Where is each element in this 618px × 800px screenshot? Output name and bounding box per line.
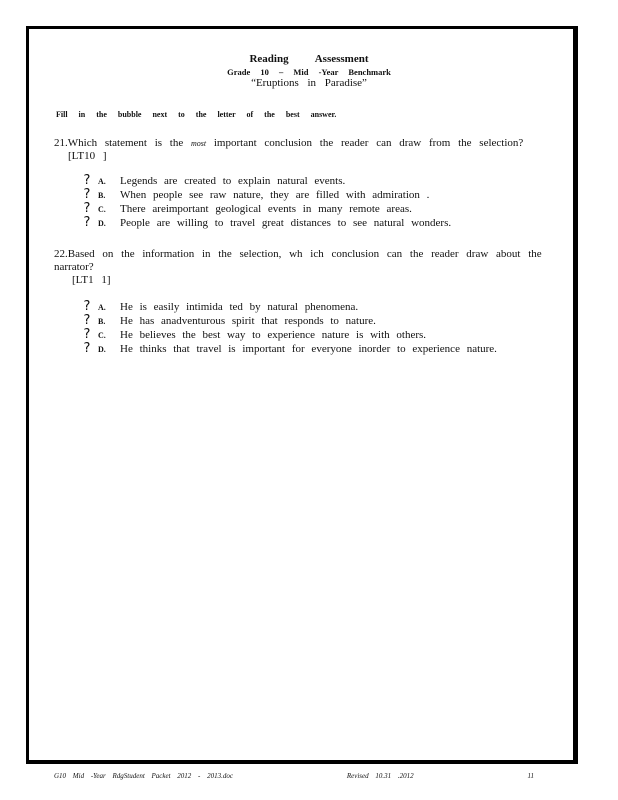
- choice-letter: D.: [98, 345, 106, 354]
- choice-letter: B.: [98, 191, 106, 200]
- answer-bubble-icon[interactable]: ?: [83, 313, 91, 328]
- page-title: Reading Assessment: [249, 53, 369, 65]
- answer-bubble-icon[interactable]: ?: [83, 341, 91, 356]
- question-21-tag: [LT10 ]: [68, 150, 107, 162]
- choice-text: He thinks that travel is important for everyone inorder to experience nature.: [120, 343, 497, 355]
- question-22-tag: [LT1 1]: [72, 274, 111, 286]
- question-22: [54, 248, 554, 355]
- choice-letter: B.: [98, 317, 106, 326]
- question-22-text: [54, 248, 554, 287]
- choice-letter: A.: [98, 303, 106, 312]
- choice-letter: C.: [98, 205, 106, 214]
- answer-bubble-icon[interactable]: ?: [83, 187, 91, 202]
- choice-letter: D.: [98, 219, 106, 228]
- question-21: [54, 137, 554, 229]
- question-21-prefix: 21.Which statement is the: [54, 137, 191, 149]
- story-title: “Eruptions in Paradise”: [251, 77, 367, 89]
- question-21-choices: [54, 173, 554, 229]
- choice-text: He believes the best way to experience nature is with others.: [120, 329, 427, 341]
- footer-filename: G10 Mid -Year RdgStudent Packet 2012 - 2013.doc: [54, 772, 233, 780]
- choice-text: He is easily intimida ted by natural phenomena.: [120, 301, 359, 313]
- page-subtitle: Grade 10 – Mid -Year Benchmark: [227, 67, 391, 77]
- choice-21-b[interactable]: [54, 187, 554, 201]
- choice-22-c[interactable]: [54, 327, 554, 341]
- choice-22-d[interactable]: [54, 341, 554, 355]
- answer-bubble-icon[interactable]: ?: [83, 327, 91, 342]
- answer-bubble-icon[interactable]: ?: [83, 201, 91, 216]
- answer-bubble-icon[interactable]: ?: [83, 215, 91, 230]
- choice-22-b[interactable]: [54, 313, 554, 327]
- choice-text: When people see raw nature, they are filled with admiration .: [120, 189, 430, 201]
- choice-21-c[interactable]: [54, 201, 554, 215]
- question-21-emphasis: most: [191, 139, 207, 148]
- choice-letter: C.: [98, 331, 106, 340]
- choice-21-d[interactable]: [54, 215, 554, 229]
- answer-bubble-icon[interactable]: ?: [83, 299, 91, 314]
- question-21-suffix: important conclusion the reader can draw from the selection?: [206, 137, 524, 149]
- choice-text: Legends are created to explain natural events.: [120, 175, 346, 187]
- footer-page-number: 11: [527, 772, 534, 780]
- choice-text: People are willing to travel great distances to see natural wonders.: [120, 217, 452, 229]
- choice-text: He has anadventurous spirit that responds to nature.: [120, 315, 376, 327]
- choice-text: There areimportant geological events in many remote areas.: [120, 203, 412, 215]
- choice-letter: A.: [98, 177, 106, 186]
- question-21-text: [54, 137, 554, 163]
- instructions: Fill in the bubble next to the letter of the best answer.: [56, 110, 337, 119]
- footer-revised: Revised 10.31 .2012: [346, 772, 414, 780]
- page-footer: [54, 772, 534, 780]
- question-22-choices: [54, 299, 554, 355]
- answer-bubble-icon[interactable]: ?: [83, 173, 91, 188]
- question-22-body: 22.Based on the information in the selection, wh ich conclusion can the reader draw about the narrator?: [54, 248, 542, 273]
- document-header: [0, 53, 618, 89]
- choice-22-a[interactable]: [54, 299, 554, 313]
- choice-21-a[interactable]: [54, 173, 554, 187]
